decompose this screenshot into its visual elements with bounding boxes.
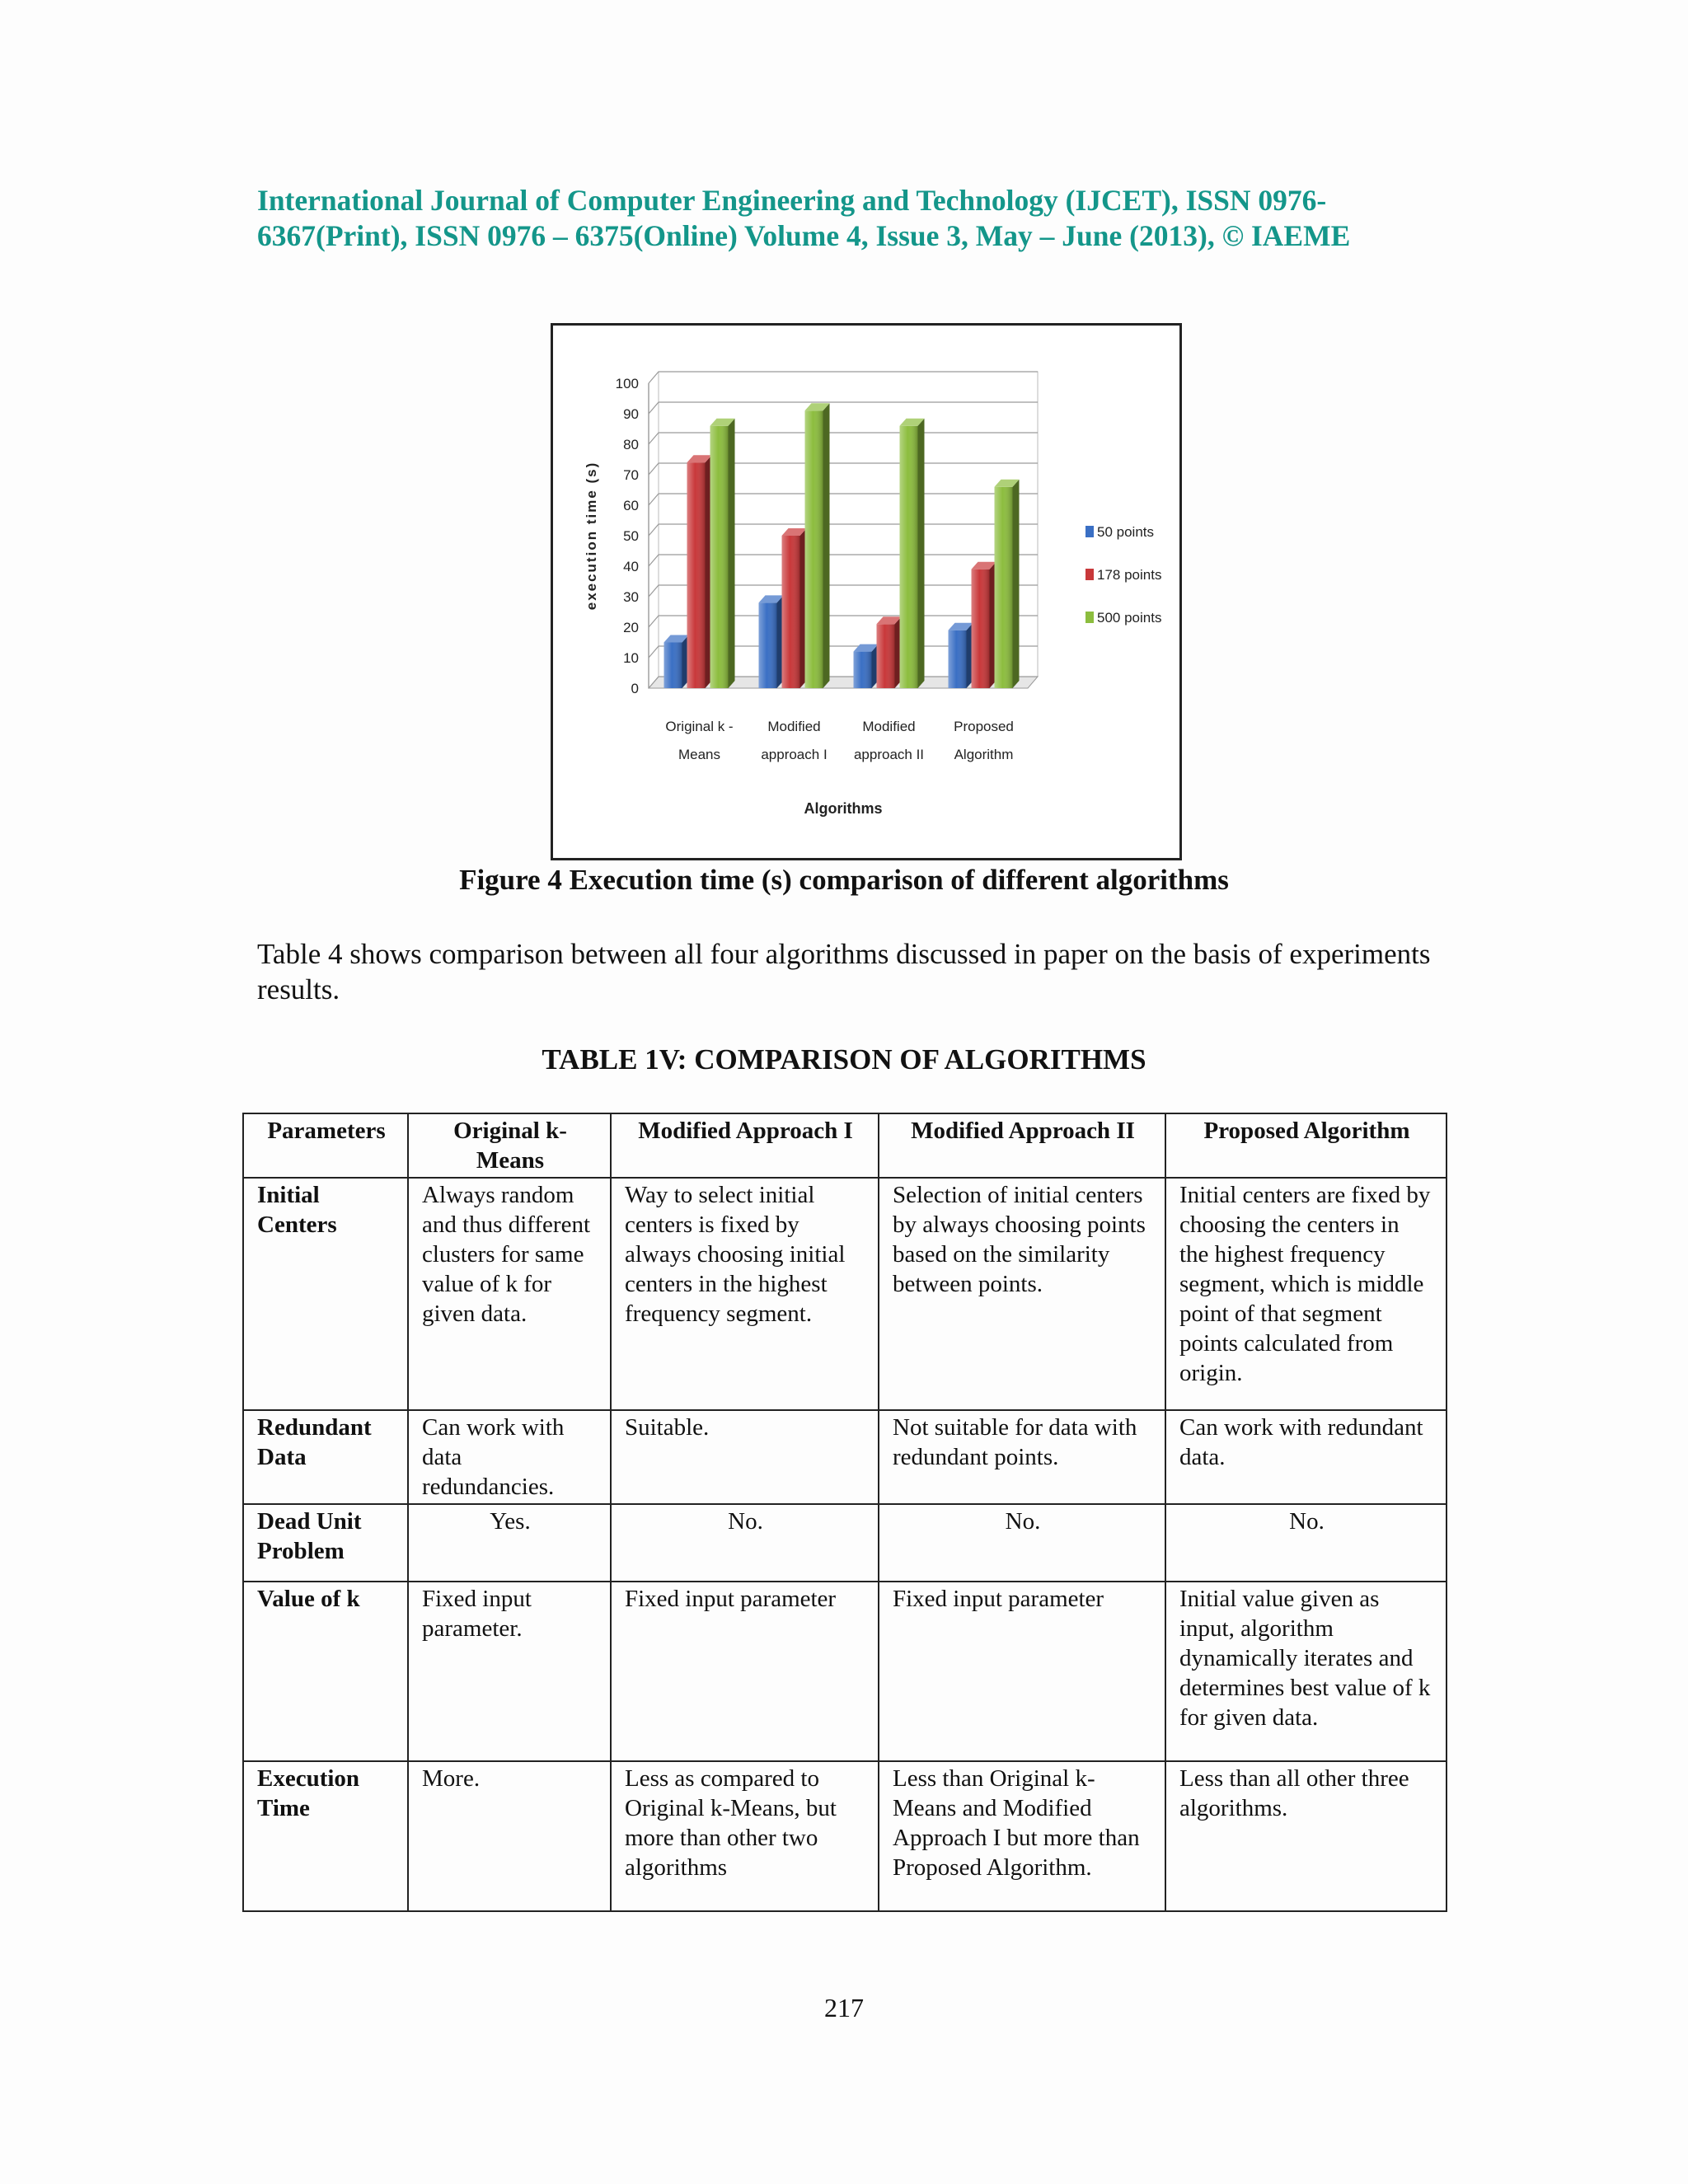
parameter-cell: Value of k <box>243 1582 408 1761</box>
table-cell: Less than all other three algorithms. <box>1165 1761 1447 1911</box>
table-cell: Fixed input parameter <box>611 1582 879 1761</box>
table-cell: No. <box>611 1504 879 1582</box>
bar-shading <box>972 569 990 688</box>
y-tick-label: 80 <box>623 437 639 452</box>
table-cell: Initial centers are fixed by choosing the centers in the highest frequency segment, which is middle point of that segment points calculated from origin. <box>1165 1178 1447 1410</box>
table-cell: Fixed input parameter <box>879 1582 1165 1761</box>
table-title: TABLE 1V: COMPARISON OF ALGORITHMS <box>542 1043 1146 1076</box>
y-tick-label: 100 <box>615 376 639 391</box>
x-tick-label: Original k - <box>665 719 734 734</box>
bar <box>972 562 996 688</box>
table-row <box>243 1582 1447 1761</box>
table-cell: No. <box>1165 1504 1447 1582</box>
legend-swatch <box>1085 569 1094 580</box>
bar-shading <box>949 630 967 688</box>
y-tick-label: 50 <box>623 528 639 544</box>
legend-swatch <box>1085 612 1094 623</box>
bar-shading <box>687 462 706 688</box>
bar <box>995 480 1020 688</box>
x-tick-label: Modified <box>767 719 821 734</box>
table-cell: No. <box>879 1504 1165 1582</box>
journal-header-line-1: International Journal of Computer Engineering and Technology (IJCET), ISSN 0976- <box>257 184 1327 217</box>
parameter-cell: Redundant Data <box>243 1410 408 1504</box>
bar <box>782 528 807 688</box>
header-cell: Modified Approach II <box>879 1113 1165 1178</box>
bar-side <box>823 403 830 688</box>
table-cell: Less than Original k-Means and Modified Approach I but more than Proposed Algorithm. <box>879 1761 1165 1911</box>
bar-shading <box>782 536 800 688</box>
y-tick-label: 0 <box>631 681 639 696</box>
bar <box>759 595 784 688</box>
comparison-table <box>242 1113 1447 1912</box>
page-number: 217 <box>824 1993 864 2022</box>
x-axis-title: Algorithms <box>804 800 883 817</box>
table-row <box>243 1178 1447 1410</box>
table-cell: More. <box>408 1761 611 1911</box>
bar <box>687 455 712 688</box>
header-cell: Parameters <box>243 1113 408 1178</box>
bar-side <box>729 419 735 688</box>
bar-shading <box>710 426 729 688</box>
legend-swatch <box>1085 526 1094 537</box>
x-tick-label: Proposed <box>954 719 1014 734</box>
table-cell: Less as compared to Original k-Means, but more than other two algorithms <box>611 1761 879 1911</box>
y-tick-label: 70 <box>623 467 639 483</box>
bar-shading <box>664 643 682 689</box>
bar <box>949 623 973 688</box>
table-cell: Initial value given as input, algorithm dynamically iterates and determines best value of k for given data. <box>1165 1582 1447 1761</box>
y-tick-label: 60 <box>623 498 639 513</box>
parameter-cell: Dead Unit Problem <box>243 1504 408 1582</box>
figure-caption: Figure 4 Execution time (s) comparison of different algorithms <box>459 864 1229 896</box>
table-cell: Not suitable for data with redundant points. <box>879 1410 1165 1504</box>
table-cell: Yes. <box>408 1504 611 1582</box>
bar <box>900 419 925 688</box>
bar-shading <box>759 602 777 688</box>
y-tick-label: 90 <box>623 406 639 422</box>
figure-4-chart <box>551 323 1182 860</box>
y-tick-label: 30 <box>623 589 639 605</box>
table-cell: Selection of initial centers by always choosing points based on the similarity between points. <box>879 1178 1165 1410</box>
table-cell: Always random and thus different clusters for same value of k for given data. <box>408 1178 611 1410</box>
header-cell: Modified Approach I <box>611 1113 879 1178</box>
table-row <box>243 1761 1447 1911</box>
body-paragraph: Table 4 shows comparison between all four algorithms discussed in paper on the basis of experiments results. <box>257 938 1431 1005</box>
table-row <box>243 1504 1447 1582</box>
bar-shading <box>900 426 918 688</box>
table-cell: Fixed input parameter. <box>408 1582 611 1761</box>
table-cell: Can work with data redundancies. <box>408 1410 611 1504</box>
bar <box>710 419 735 688</box>
bar <box>854 644 879 688</box>
bar <box>877 616 902 688</box>
journal-header-line-2: 6367(Print), ISSN 0976 – 6375(Online) Volume 4, Issue 3, May – June (2013), © IAEME <box>257 219 1351 252</box>
bar-shading <box>877 624 895 688</box>
bar-side <box>1013 480 1020 688</box>
x-tick-label: Algorithm <box>954 747 1014 762</box>
table-row <box>243 1410 1447 1504</box>
legend-label: 500 points <box>1097 610 1162 626</box>
header-cell: Original k-Means <box>408 1113 611 1178</box>
y-axis-title: execution time (s) <box>584 461 599 611</box>
y-tick-label: 10 <box>623 650 639 666</box>
x-tick-label: Modified <box>862 719 916 734</box>
y-tick-label: 40 <box>623 559 639 574</box>
header-cell: Proposed Algorithm <box>1165 1113 1447 1178</box>
y-tick-label: 20 <box>623 620 639 635</box>
legend-label: 178 points <box>1097 567 1162 583</box>
x-tick-label: approach II <box>853 747 925 762</box>
bar <box>805 403 830 688</box>
table-cell: Can work with redundant data. <box>1165 1410 1447 1504</box>
table-header-row <box>243 1113 1447 1178</box>
table-cell: Way to select initial centers is fixed by always choosing initial centers in the highest frequency segment. <box>611 1178 879 1410</box>
legend-label: 50 points <box>1097 524 1154 540</box>
bar-chart <box>553 326 1179 858</box>
bar-shading <box>854 652 872 688</box>
table-cell: Suitable. <box>611 1410 879 1504</box>
parameter-cell: Execution Time <box>243 1761 408 1911</box>
bar-side <box>918 419 925 688</box>
parameter-cell: Initial Centers <box>243 1178 408 1410</box>
x-tick-label: Means <box>678 747 721 762</box>
bar-shading <box>995 487 1013 688</box>
journal-header <box>257 183 1428 254</box>
x-tick-label: approach I <box>761 747 828 762</box>
bar-shading <box>805 410 823 688</box>
bar <box>664 635 689 689</box>
